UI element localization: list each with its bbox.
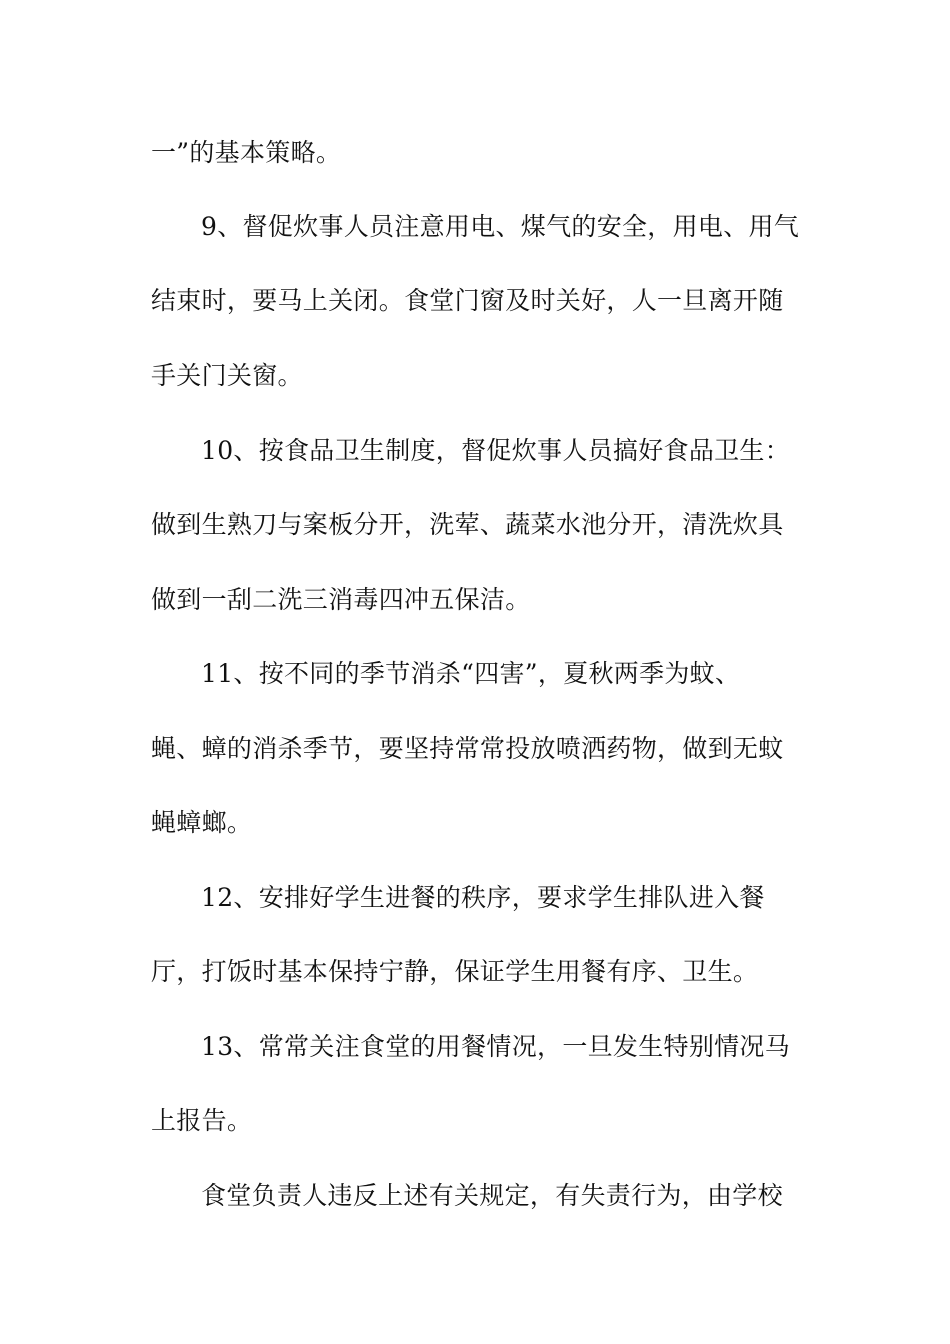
paragraph-13-line-1: 13、常常关注食堂的用餐情况，一旦发生特别情况马 (201, 1032, 791, 1061)
paragraph-12-line-1: 12、安排好学生进餐的秩序，要求学生排队进入餐 (201, 883, 765, 912)
paragraph-10-line-2: 做到生熟刀与案板分开，洗荤、蔬菜水池分开，清洗炊具 (151, 510, 784, 539)
paragraph-11-line-2: 蝇、蟑的消杀季节，要坚持常常投放喷洒药物，做到无蚊 (151, 734, 784, 763)
paragraph-9-line-3: 手关门关窗。 (151, 361, 303, 390)
paragraph-10-line-1: 10、按食品卫生制度，督促炊事人员搞好食品卫生： (201, 436, 791, 465)
paragraph-11-line-3: 蝇蟑螂。 (151, 808, 253, 837)
paragraph-9-line-1: 9、督促炊事人员注意用电、煤气的安全，用电、用气 (201, 212, 800, 241)
paragraph-9-line-2: 结束时，要马上关闭。食堂门窗及时关好，人一旦离开随 (151, 286, 784, 315)
paragraph-11-line-1: 11、按不同的季节消杀“四害”，夏秋两季为蚊、 (201, 659, 741, 688)
paragraph-10-line-3: 做到一刮二洗三消毒四冲五保洁。 (151, 585, 531, 614)
paragraph-13-line-2: 上报告。 (151, 1106, 253, 1135)
paragraph-12-line-2: 厅，打饭时基本保持宁静，保证学生用餐有序、卫生。 (151, 957, 759, 986)
closing-paragraph-line-1: 食堂负责人违反上述有关规定，有失责行为，由学校 (201, 1181, 783, 1210)
text-line: 一”的基本策略。 (151, 138, 342, 167)
